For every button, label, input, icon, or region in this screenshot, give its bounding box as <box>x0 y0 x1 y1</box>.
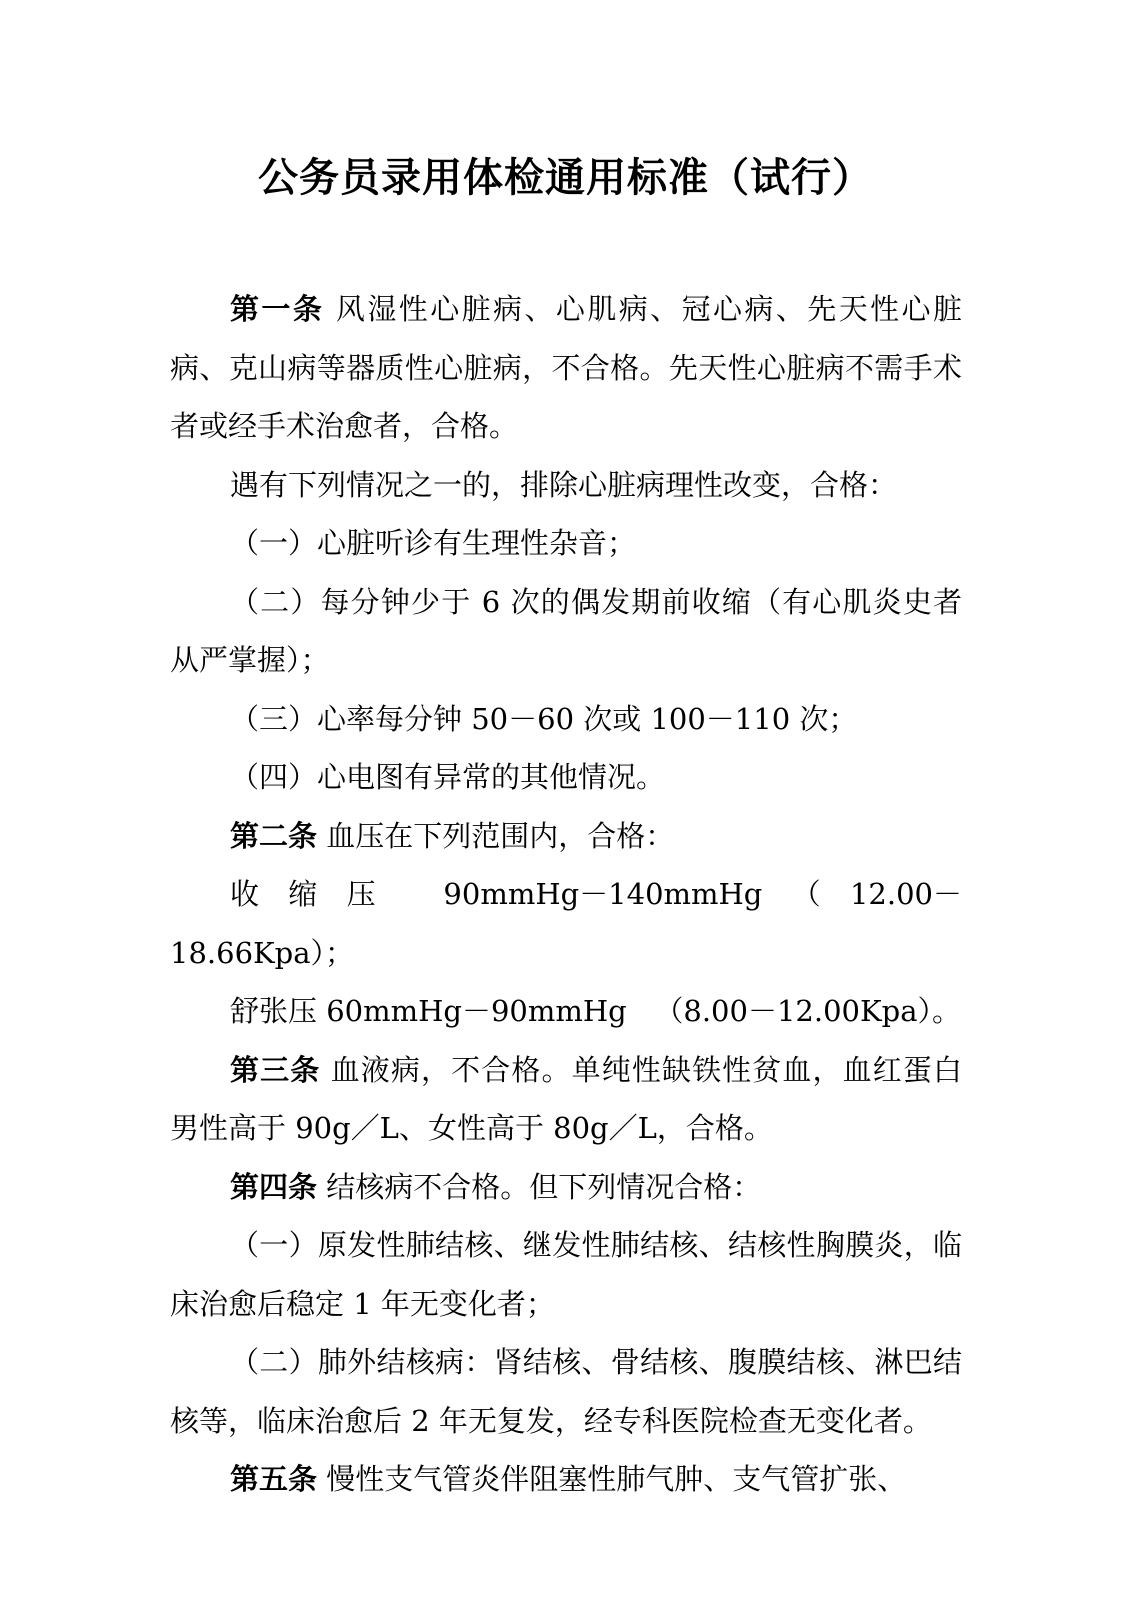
document-title: 公务员录用体检通用标准（试行） <box>258 155 873 201</box>
paragraph-text: （三）心率每分钟 50－60 次或 100－110 次； <box>230 701 858 736</box>
list-item <box>170 573 962 690</box>
paragraph-text: 舒张压 60mmHg－90mmHg （8.00－12.00Kpa）。 <box>230 994 961 1028</box>
document-body <box>170 280 962 1509</box>
article-label: 第二条 <box>230 818 318 853</box>
paragraph <box>170 982 962 1041</box>
paragraph-text: 慢性支气管炎伴阻塞性肺气肿、支气管扩张、 <box>317 1462 907 1496</box>
list-item <box>170 514 962 573</box>
paragraph-text: 收缩压 90mmHg－140mmHg（12.00－18.66Kpa）； <box>170 877 962 970</box>
paragraph-text: （四）心电图有异常的其他情况。 <box>230 760 666 794</box>
paragraph-text: （二）肺外结核病：肾结核、骨结核、腹膜结核、淋巴结核等，临床治愈后 2 年无复发，经专科医院检查无变化者。 <box>170 1345 962 1438</box>
article-label: 第三条 <box>230 1052 321 1087</box>
article-5-paragraph <box>170 1450 962 1509</box>
paragraph-text: （一）心脏听诊有生理性杂音； <box>230 526 637 560</box>
paragraph-text: （二）每分钟少于 6 次的偶发期前收缩（有心肌炎史者从严掌握）； <box>170 584 962 677</box>
article-4-paragraph <box>170 1158 962 1217</box>
article-1-paragraph <box>170 280 962 456</box>
paragraph-text: 血液病，不合格。单纯性缺铁性贫血，血红蛋白男性高于 90g／L、女性高于 80g／L，合格。 <box>170 1052 962 1145</box>
article-label: 第五条 <box>230 1462 318 1496</box>
paragraph-text: 遇有下列情况之一的，排除心脏病理性改变，合格： <box>230 467 898 502</box>
paragraph-text: 结核病不合格。但下列情况合格： <box>317 1169 762 1204</box>
paragraph <box>170 456 962 515</box>
article-3-paragraph <box>170 1041 962 1158</box>
paragraph-text: 风湿性心脏病、心肌病、冠心病、先天性心脏病、克山病等器质性心脏病，不合格。先天性心脏病不需手术者或经手术治愈者，合格。 <box>170 292 962 443</box>
list-item <box>170 1333 962 1450</box>
list-item <box>170 690 962 749</box>
list-item <box>170 748 962 807</box>
paragraph-text: 血压在下列范围内，合格： <box>317 818 675 853</box>
article-label: 第一条 <box>230 292 325 326</box>
paragraph <box>170 865 962 982</box>
list-item <box>170 1216 962 1333</box>
paragraph-text: （一）原发性肺结核、继发性肺结核、结核性胸膜炎，临床治愈后稳定 1 年无变化者； <box>170 1228 962 1321</box>
article-label: 第四条 <box>230 1169 318 1204</box>
article-2-paragraph <box>170 807 962 866</box>
